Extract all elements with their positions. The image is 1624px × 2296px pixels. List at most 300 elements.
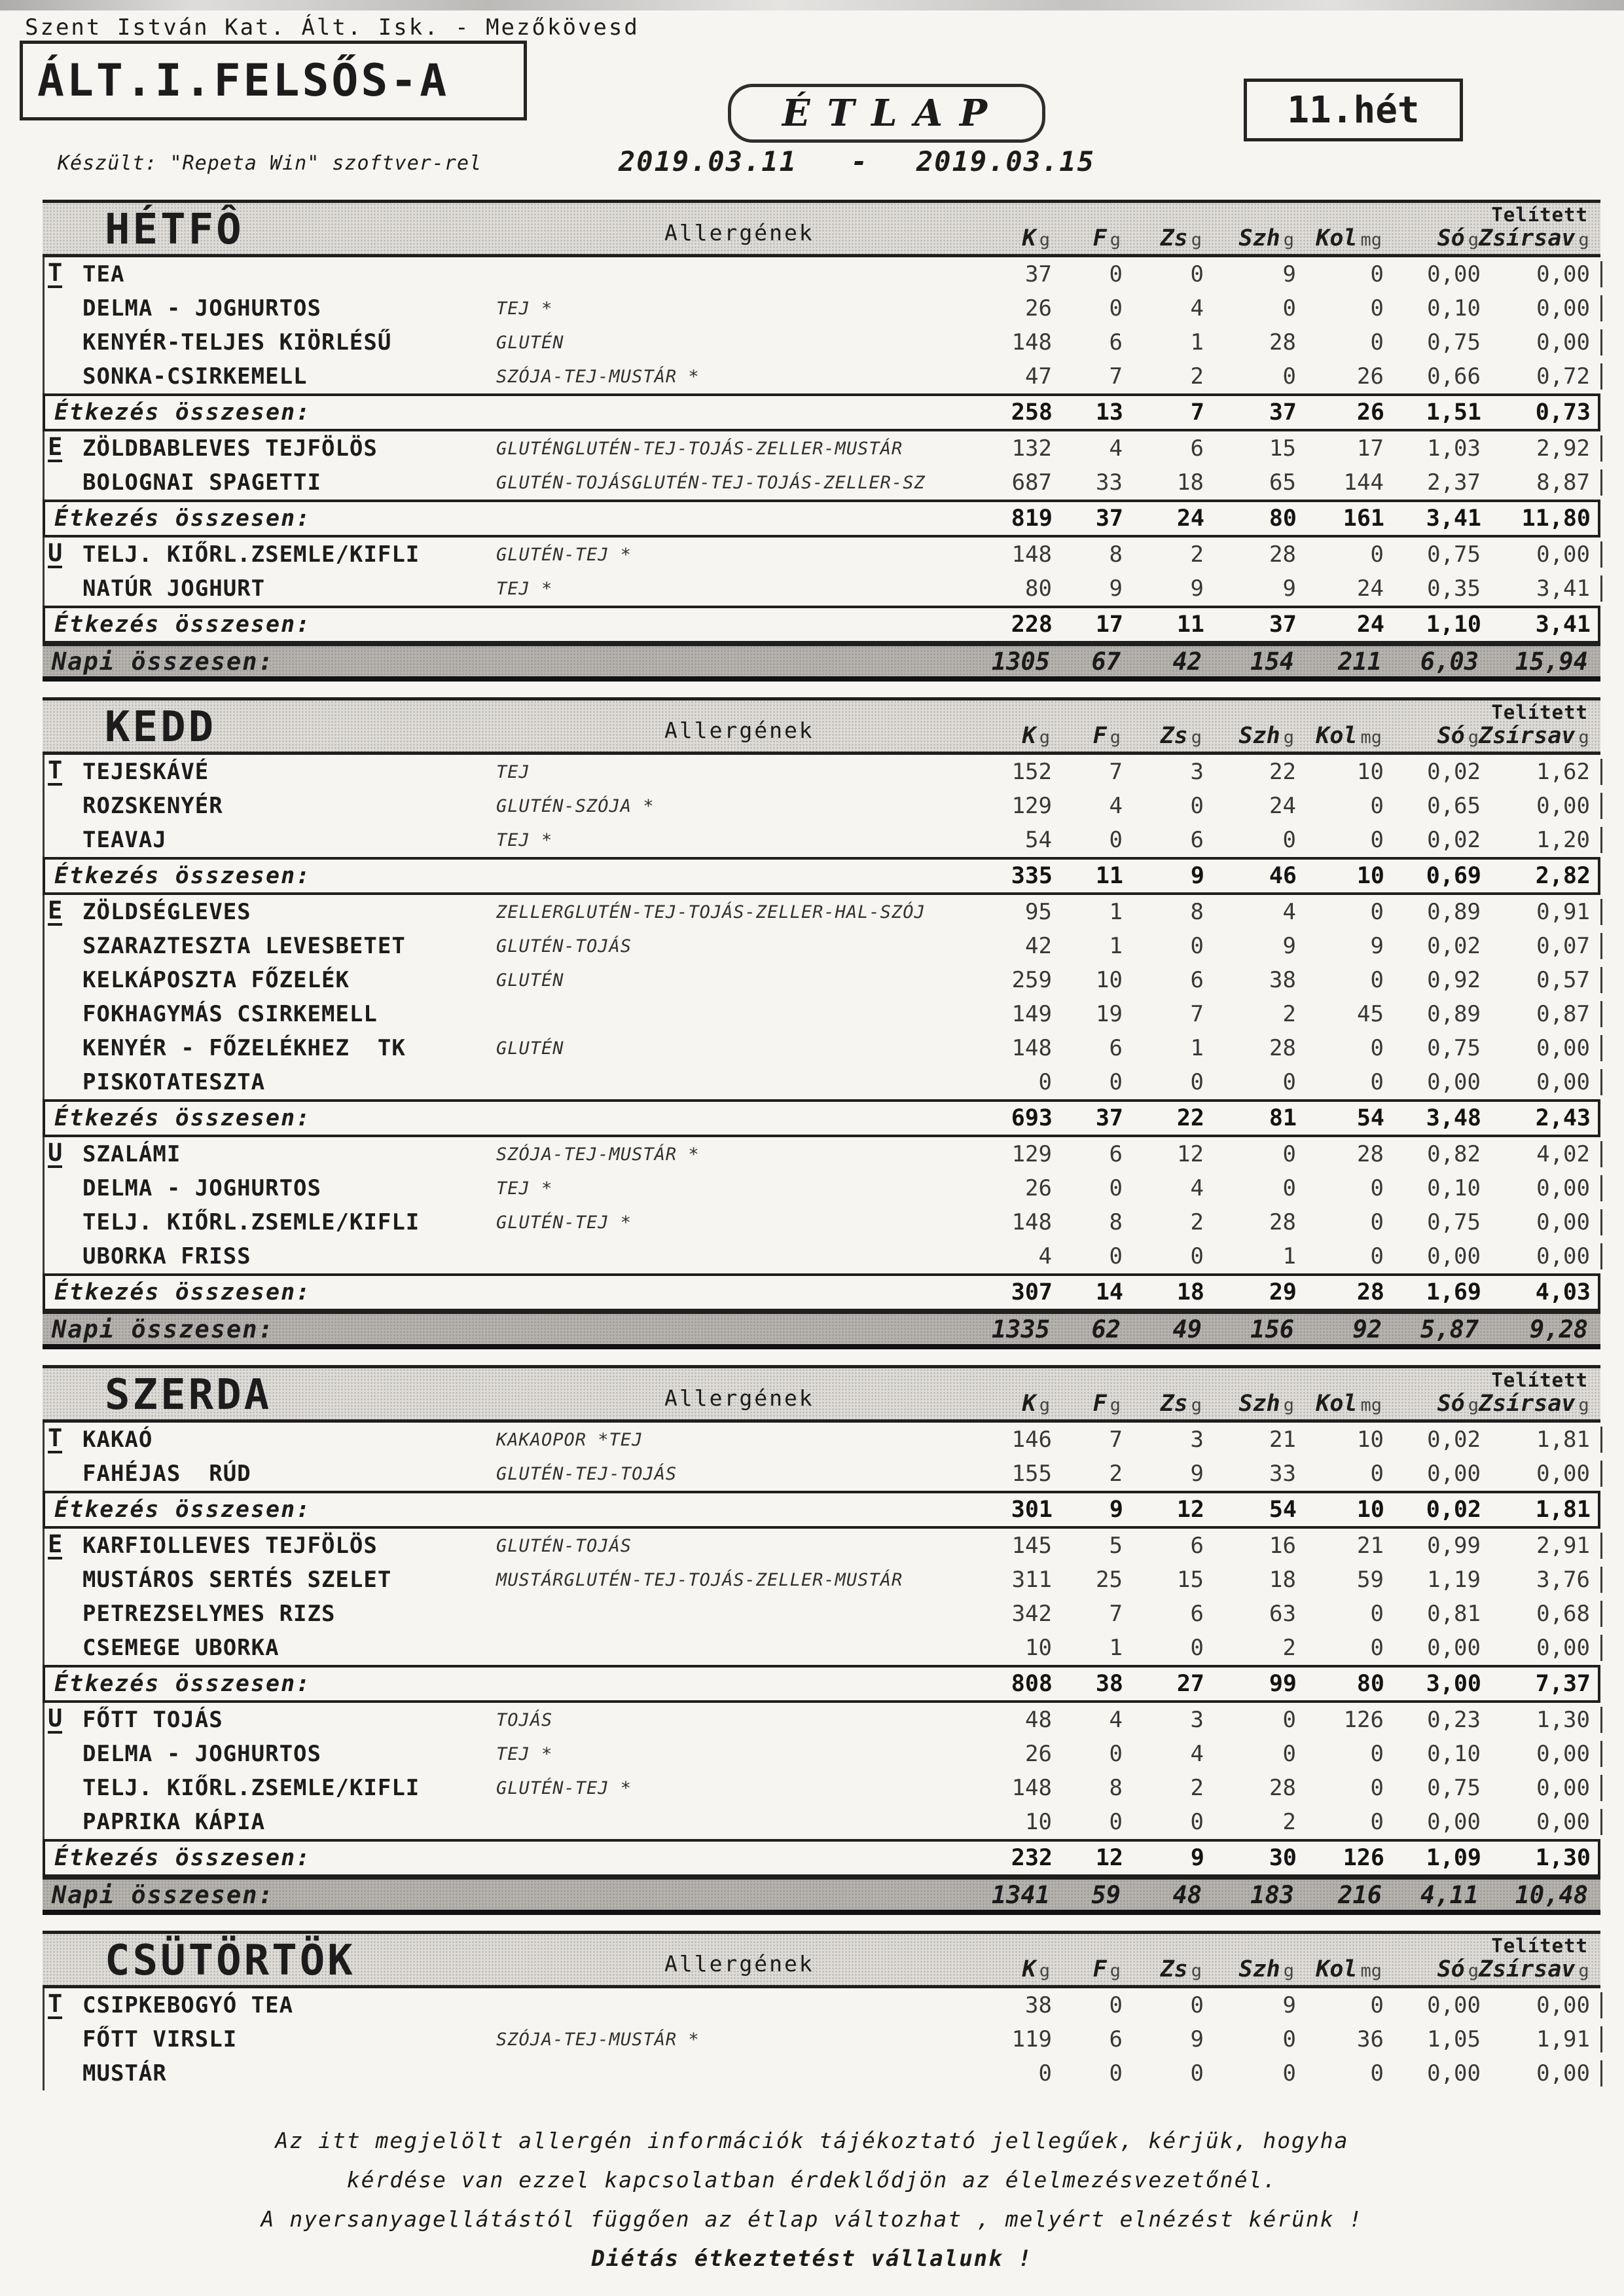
meal-value: 24 xyxy=(1269,793,1296,819)
meal-allergens: GLUTÉN-TEJ * xyxy=(496,1777,632,1798)
row-end-tick xyxy=(1590,1635,1602,1661)
meal-value: 2 xyxy=(1282,1001,1296,1027)
meal-total-row xyxy=(43,606,1600,644)
meal-name: TEA xyxy=(82,261,125,287)
meal-value: 7 xyxy=(1109,759,1123,785)
meal-type-marker: T xyxy=(48,261,62,289)
meal-value: 3 xyxy=(1190,759,1204,785)
meal-total-value: 3,00 xyxy=(1426,1671,1481,1697)
meal-name: DELMA - JOGHURTOS xyxy=(82,1741,321,1767)
day-total-value: 6,03 xyxy=(1420,647,1479,676)
meal-value: 0,00 xyxy=(1536,1209,1590,1235)
column-header-unit: g xyxy=(1110,230,1121,250)
meal-value: 28 xyxy=(1269,1775,1296,1801)
meal-value: 0,75 xyxy=(1427,1035,1481,1061)
meal-allergens: GLUTÉN-TEJ-TOJÁS xyxy=(496,1463,677,1484)
day-header-band xyxy=(43,200,1600,257)
meal-value: 146 xyxy=(1011,1427,1052,1453)
date-separator: - xyxy=(851,145,869,177)
column-header xyxy=(1050,1956,1121,1982)
meal-value: 0,35 xyxy=(1427,575,1481,602)
meal-value: 4 xyxy=(1109,1707,1123,1733)
meal-value: 0 xyxy=(1190,1243,1204,1269)
meal-value: 0 xyxy=(1109,827,1123,853)
day-total-value: 4,11 xyxy=(1420,1880,1479,1909)
day-total-value: 62 xyxy=(1091,1315,1121,1343)
meal-value: 0 xyxy=(1282,1069,1296,1095)
meal-value: 0,00 xyxy=(1536,1461,1590,1487)
row-end-tick xyxy=(1590,2026,1602,2052)
meal-total-value: 1,09 xyxy=(1426,1845,1481,1871)
column-header-name: Só xyxy=(1437,723,1465,749)
meal-value: 17 xyxy=(1357,435,1384,462)
meal-allergens: GLUTÉN-TEJ * xyxy=(496,1212,632,1233)
meal-value: 0,00 xyxy=(1427,1243,1481,1269)
meal-name: FŐTT VIRSLI xyxy=(82,2026,238,2052)
meal-value: 80 xyxy=(1025,575,1052,602)
meal-total-row xyxy=(43,857,1600,895)
meal-allergens: SZÓJA-TEJ-MUSTÁR * xyxy=(496,2029,700,2050)
meal-value: 148 xyxy=(1011,541,1052,568)
software-note: Készült: "Repeta Win" szoftver-rel xyxy=(58,152,482,175)
meal-value: 0 xyxy=(1109,295,1123,321)
column-header-name: Kol xyxy=(1316,1956,1358,1982)
meal-total-label: Étkezés összesen: xyxy=(54,1845,312,1871)
column-header xyxy=(1202,1391,1294,1417)
meal-value: 9 xyxy=(1282,261,1296,287)
meal-value: 65 xyxy=(1269,469,1296,496)
meal-row xyxy=(43,929,1600,963)
meal-total-value: 18 xyxy=(1176,1279,1204,1305)
meal-total-label: Étkezés összesen: xyxy=(54,1279,312,1305)
meal-value: 0,66 xyxy=(1427,363,1481,390)
meal-value: 9 xyxy=(1190,575,1204,602)
meal-total-value: 10 xyxy=(1356,1497,1384,1523)
meal-value: 4 xyxy=(1282,899,1296,925)
meal-total-row xyxy=(43,1665,1600,1703)
meal-name: KENYÉR-TELJES KIÖRLÉSŰ xyxy=(82,329,392,355)
day-total-value: 92 xyxy=(1352,1315,1382,1343)
meal-value: 33 xyxy=(1096,469,1123,496)
meal-value: 0 xyxy=(1190,793,1204,819)
doc-title-box xyxy=(728,84,1045,143)
meal-value: 0,68 xyxy=(1536,1601,1590,1627)
meal-name: TEJESKÁVÉ xyxy=(82,759,209,785)
day-total-value: 216 xyxy=(1338,1880,1382,1909)
meal-value: 0 xyxy=(1282,1707,1296,1733)
meal-total-value: 7 xyxy=(1190,399,1204,426)
meal-value: 0,23 xyxy=(1427,1707,1481,1733)
meal-row xyxy=(43,431,1600,465)
meal-value: 21 xyxy=(1357,1533,1384,1559)
meal-type-cell xyxy=(45,1989,77,2020)
meal-value: 0,57 xyxy=(1536,967,1590,993)
meal-name: FAHÉJAS RÚD xyxy=(82,1461,251,1487)
day-total-value: 211 xyxy=(1338,647,1382,676)
meal-name: MUSTÁROS SERTÉS SZELET xyxy=(82,1567,392,1593)
meal-allergens: GLUTÉN xyxy=(496,970,564,991)
meal-value: 0,91 xyxy=(1536,899,1590,925)
column-header xyxy=(1294,1956,1382,1982)
meal-value: 0 xyxy=(1370,1069,1384,1095)
meal-total-value: 17 xyxy=(1095,611,1123,638)
column-header xyxy=(1479,1956,1588,1982)
meal-allergens: GLUTÉN-TEJ * xyxy=(496,544,632,565)
meal-total-value: 3,41 xyxy=(1426,505,1481,532)
meal-value: 0,92 xyxy=(1427,967,1481,993)
meal-value: 0 xyxy=(1109,1175,1123,1201)
meal-value: 26 xyxy=(1357,363,1384,390)
meal-value: 4,02 xyxy=(1536,1141,1590,1167)
meal-allergens: TEJ * xyxy=(496,298,553,319)
meal-name: SZALÁMI xyxy=(82,1141,181,1167)
row-end-tick xyxy=(1590,899,1602,925)
column-header-unit: g xyxy=(1468,1395,1479,1415)
meal-row xyxy=(43,1529,1600,1563)
column-header-name: F xyxy=(1092,1391,1107,1417)
column-header-name: K xyxy=(1022,225,1036,251)
meal-name: FOKHAGYMÁS CSIRKEMELL xyxy=(82,1001,378,1027)
row-end-tick xyxy=(1590,1035,1602,1061)
meal-row xyxy=(43,963,1600,997)
meal-value: 37 xyxy=(1025,261,1052,287)
column-header-name: K xyxy=(1022,1956,1036,1982)
meal-total-value: 26 xyxy=(1356,399,1384,426)
meal-allergens: TEJ * xyxy=(496,1743,553,1764)
meal-total-value: 126 xyxy=(1343,1845,1384,1871)
meal-row xyxy=(43,2022,1600,2056)
meal-value: 9 xyxy=(1282,1992,1296,2018)
meal-allergens: GLUTÉNGLUTÉN-TEJ-TOJÁS-ZELLER-MUSTÁR xyxy=(496,438,903,459)
meal-value: 0,00 xyxy=(1427,2060,1481,2086)
column-header-unit: g xyxy=(1191,230,1202,250)
day-total-value: 67 xyxy=(1091,647,1121,676)
meal-value: 28 xyxy=(1357,1141,1384,1167)
column-header-unit: g xyxy=(1039,727,1050,748)
meal-value: 9 xyxy=(1282,575,1296,602)
meal-value: 0 xyxy=(1190,1635,1204,1661)
meal-total-value: 13 xyxy=(1095,399,1123,426)
meal-type-cell xyxy=(45,1529,77,1560)
meal-row xyxy=(43,1457,1600,1491)
meal-value: 132 xyxy=(1011,435,1052,462)
column-header-unit: g xyxy=(1578,1395,1589,1415)
meal-row xyxy=(43,789,1600,823)
meal-row xyxy=(43,1988,1600,2022)
column-header xyxy=(1294,1391,1382,1417)
meal-value: 0 xyxy=(1370,1601,1384,1627)
column-header xyxy=(1050,1391,1121,1417)
meal-value: 0,10 xyxy=(1427,1175,1481,1201)
column-header-name: Só xyxy=(1437,1956,1465,1982)
column-header xyxy=(1382,723,1479,749)
meal-type-marker: T xyxy=(48,1992,62,2020)
meal-name: FŐTT TOJÁS xyxy=(82,1707,223,1733)
meal-total-value: 11,80 xyxy=(1521,505,1591,532)
day-total-value: 1305 xyxy=(991,647,1050,676)
meal-value: 18 xyxy=(1177,469,1204,496)
meal-value: 0,00 xyxy=(1536,541,1590,568)
meal-total-label: Étkezés összesen: xyxy=(54,863,312,889)
column-header-unit: g xyxy=(1578,230,1589,250)
meal-row xyxy=(43,1597,1600,1631)
meal-value: 0,00 xyxy=(1536,1741,1590,1767)
meal-type-cell xyxy=(45,898,77,926)
meal-total-label: Étkezés összesen: xyxy=(54,505,312,532)
row-end-tick xyxy=(1590,827,1602,853)
meal-total-value: 37 xyxy=(1095,505,1123,532)
meal-total-row xyxy=(43,1491,1600,1529)
column-headers xyxy=(43,225,1600,251)
day-total-value: 59 xyxy=(1091,1880,1121,1909)
day-total-value: 48 xyxy=(1172,1880,1202,1909)
meal-value: 0,02 xyxy=(1427,759,1481,785)
meal-allergens: GLUTÉN-TOJÁS xyxy=(496,1535,632,1556)
column-header xyxy=(1202,225,1294,251)
meal-value: 95 xyxy=(1025,899,1052,925)
meal-value: 22 xyxy=(1269,759,1296,785)
meal-name: TELJ. KIŐRL.ZSEMLE/KIFLI xyxy=(82,1775,420,1801)
meal-type-marker: T xyxy=(48,1426,62,1454)
meal-total-value: 258 xyxy=(1011,399,1053,426)
meal-value: 0,00 xyxy=(1427,1992,1481,2018)
meal-value: 6 xyxy=(1109,329,1123,355)
day-name: CSÜTÖRTÖK xyxy=(105,1937,355,1985)
meal-total-value: 22 xyxy=(1176,1105,1204,1131)
meal-value: 7 xyxy=(1109,1427,1123,1453)
meal-name: CSEMEGE UBORKA xyxy=(82,1635,280,1661)
row-end-tick xyxy=(1590,1601,1602,1627)
meal-value: 0 xyxy=(1370,261,1384,287)
meal-value: 0 xyxy=(1282,295,1296,321)
meal-value: 10 xyxy=(1357,1427,1384,1453)
column-header xyxy=(956,723,1050,749)
meal-value: 0 xyxy=(1370,295,1384,321)
meal-name: DELMA - JOGHURTOS xyxy=(82,1175,321,1201)
meal-total-value: 99 xyxy=(1269,1671,1297,1697)
column-header xyxy=(1479,1391,1588,1417)
meal-value: 0 xyxy=(1370,329,1384,355)
column-header xyxy=(1479,225,1588,251)
meal-total-label: Étkezés összesen: xyxy=(54,611,312,638)
meal-total-value: 808 xyxy=(1011,1671,1053,1697)
column-header xyxy=(1479,723,1588,749)
meal-value: 0,02 xyxy=(1427,1427,1481,1453)
meal-name: NATÚR JOGHURT xyxy=(82,575,266,602)
meal-value: 2 xyxy=(1190,363,1204,390)
meal-value: 1,62 xyxy=(1536,759,1590,785)
meal-value: 4 xyxy=(1109,793,1123,819)
meal-total-value: 301 xyxy=(1011,1497,1053,1523)
meal-value: 6 xyxy=(1109,1035,1123,1061)
column-header-unit: g xyxy=(1283,1395,1294,1415)
meal-value: 0 xyxy=(1370,1461,1384,1487)
meal-type-cell xyxy=(45,432,77,463)
day-total-value: 15,94 xyxy=(1515,647,1588,676)
meal-value: 6 xyxy=(1109,1141,1123,1167)
meal-value: 0,00 xyxy=(1536,1035,1590,1061)
meal-row xyxy=(43,325,1600,359)
meal-name: KENYÉR - FŐZELÉKHEZ TK xyxy=(82,1035,406,1061)
meal-value: 0 xyxy=(1370,1741,1384,1767)
meal-value: 10 xyxy=(1025,1809,1052,1835)
footer-line-2: kérdése van ezzel kapcsolatban érdeklődjön az élelmezésvezetőnél. xyxy=(346,2167,1278,2193)
meal-value: 26 xyxy=(1025,1741,1052,1767)
meal-value: 0 xyxy=(1370,1175,1384,1201)
column-header xyxy=(1121,225,1202,251)
meal-value: 0 xyxy=(1190,933,1204,959)
class-box xyxy=(20,41,527,120)
meal-value: 0 xyxy=(1190,1069,1204,1095)
meal-row xyxy=(43,823,1600,857)
meal-value: 45 xyxy=(1357,1001,1384,1027)
meal-type-cell xyxy=(45,1140,77,1169)
day-total-value: 42 xyxy=(1172,647,1202,676)
meal-total-value: 11 xyxy=(1176,611,1204,638)
meal-value: 0 xyxy=(1109,1243,1123,1269)
meal-total-value: 9 xyxy=(1190,863,1204,889)
row-end-tick xyxy=(1590,295,1602,321)
meal-value: 1,05 xyxy=(1427,2026,1481,2052)
row-end-tick xyxy=(1590,575,1602,602)
saturated-fat-label: Telített xyxy=(1491,1935,1588,1957)
day-header-band xyxy=(43,1365,1600,1423)
meal-type-cell xyxy=(45,758,77,786)
meal-value: 0 xyxy=(1370,1635,1384,1661)
day-total-value: 1341 xyxy=(991,1880,1050,1909)
column-header-unit: g xyxy=(1283,727,1294,748)
meal-value: 0 xyxy=(1109,1069,1123,1095)
column-header xyxy=(1202,723,1294,749)
meal-type-marker: U xyxy=(48,1140,62,1169)
meal-value: 18 xyxy=(1269,1567,1296,1593)
meal-total-value: 12 xyxy=(1176,1497,1204,1523)
meal-name: KAKAÓ xyxy=(82,1427,153,1453)
meal-value: 152 xyxy=(1011,759,1052,785)
footer-line-3: A nyersanyagellátástól függően az étlap változhat , melyért elnézést kérünk ! xyxy=(261,2206,1363,2232)
meal-row xyxy=(43,1805,1600,1839)
meal-value: 2,91 xyxy=(1536,1533,1590,1559)
meal-name: TELJ. KIŐRL.ZSEMLE/KIFLI xyxy=(82,1209,420,1235)
column-header-unit: mg xyxy=(1360,1961,1382,1981)
meal-value: 0 xyxy=(1370,1809,1384,1835)
meal-value: 0,00 xyxy=(1536,295,1590,321)
meal-value: 4 xyxy=(1038,1243,1052,1269)
meal-total-label: Étkezés összesen: xyxy=(54,1671,312,1697)
meal-value: 6 xyxy=(1190,435,1204,462)
meal-row xyxy=(43,895,1600,929)
class-label: ÁLT.I.FELSŐS-A xyxy=(37,54,450,107)
meal-allergens: TOJÁS xyxy=(496,1709,553,1730)
meal-type-marker: E xyxy=(48,898,62,926)
meal-value: 2 xyxy=(1109,1461,1123,1487)
meal-value: 6 xyxy=(1190,1601,1204,1627)
meal-value: 126 xyxy=(1343,1707,1384,1733)
allergens-column-header: Allergének xyxy=(664,1385,814,1411)
meal-value: 0 xyxy=(1282,2026,1296,2052)
meal-value: 6 xyxy=(1190,827,1204,853)
column-header-name: Szh xyxy=(1238,225,1280,251)
meal-total-row xyxy=(43,500,1600,538)
row-end-tick xyxy=(1590,759,1602,785)
meal-allergens: KAKAOPOR *TEJ xyxy=(496,1429,643,1450)
meal-value: 148 xyxy=(1011,1035,1052,1061)
row-end-tick xyxy=(1590,261,1602,287)
meal-total-value: 38 xyxy=(1095,1671,1123,1697)
meal-value: 0 xyxy=(1370,827,1384,853)
meal-value: 148 xyxy=(1011,329,1052,355)
row-end-tick xyxy=(1590,469,1602,496)
meal-value: 2 xyxy=(1190,1775,1204,1801)
meal-value: 0 xyxy=(1109,1992,1123,2018)
meal-name: MUSTÁR xyxy=(82,2060,167,2086)
day-total-value: 9,28 xyxy=(1529,1315,1588,1343)
row-end-tick xyxy=(1590,1775,1602,1801)
day-total-value: 156 xyxy=(1250,1315,1294,1343)
day-total-row xyxy=(43,1877,1600,1915)
meal-allergens: MUSTÁRGLUTÉN-TEJ-TOJÁS-ZELLER-MUSTÁR xyxy=(496,1569,903,1590)
meal-total-value: 1,81 xyxy=(1535,1497,1591,1523)
meal-total-value: 54 xyxy=(1269,1497,1297,1523)
meal-value: 129 xyxy=(1011,1141,1052,1167)
day-name: SZERDA xyxy=(105,1371,272,1419)
meal-value: 7 xyxy=(1109,1601,1123,1627)
meal-value: 6 xyxy=(1109,2026,1123,2052)
meal-type-marker: E xyxy=(48,1532,62,1560)
meal-allergens: GLUTÉN-TOJÁSGLUTÉN-TEJ-TOJÁS-ZELLER-SZ xyxy=(496,472,926,493)
column-header-name: Zsírsav xyxy=(1479,1956,1576,1982)
meal-value: 0 xyxy=(1038,1069,1052,1095)
date-from: 2019.03.11 xyxy=(619,145,797,177)
meal-value: 8,87 xyxy=(1536,469,1590,496)
meal-value: 0 xyxy=(1282,1141,1296,1167)
meal-value: 0 xyxy=(1370,1992,1384,2018)
meal-total-value: 2,82 xyxy=(1535,863,1591,889)
day-section xyxy=(43,1365,1600,1915)
column-header xyxy=(1121,1956,1202,1982)
meal-value: 0 xyxy=(1370,1035,1384,1061)
meal-total-value: 27 xyxy=(1176,1671,1204,1697)
meal-value: 19 xyxy=(1096,1001,1123,1027)
column-header xyxy=(1294,723,1382,749)
row-end-tick xyxy=(1590,1427,1602,1453)
meal-total-value: 307 xyxy=(1011,1279,1053,1305)
meal-value: 144 xyxy=(1343,469,1384,496)
column-header xyxy=(1050,723,1121,749)
day-name: HÉTFÔ xyxy=(105,206,244,254)
meal-value: 129 xyxy=(1011,793,1052,819)
row-end-tick xyxy=(1590,1209,1602,1235)
column-header xyxy=(1382,1956,1479,1982)
meal-value: 5 xyxy=(1109,1533,1123,1559)
meal-value: 1,30 xyxy=(1536,1707,1590,1733)
column-header-unit: g xyxy=(1039,1961,1050,1981)
column-header-unit: g xyxy=(1191,1395,1202,1415)
row-end-tick xyxy=(1590,793,1602,819)
meal-value: 687 xyxy=(1011,469,1052,496)
meal-value: 0 xyxy=(1190,2060,1204,2086)
meal-type-marker: E xyxy=(48,435,62,463)
meal-value: 0,02 xyxy=(1427,827,1481,853)
row-end-tick xyxy=(1590,1069,1602,1095)
meal-type-cell xyxy=(45,538,77,569)
meal-value: 0,00 xyxy=(1536,1809,1590,1835)
meal-row xyxy=(43,538,1600,572)
meal-value: 0 xyxy=(1282,363,1296,390)
row-end-tick xyxy=(1590,329,1602,355)
row-end-tick xyxy=(1590,1243,1602,1269)
meal-total-value: 1,69 xyxy=(1426,1279,1481,1305)
